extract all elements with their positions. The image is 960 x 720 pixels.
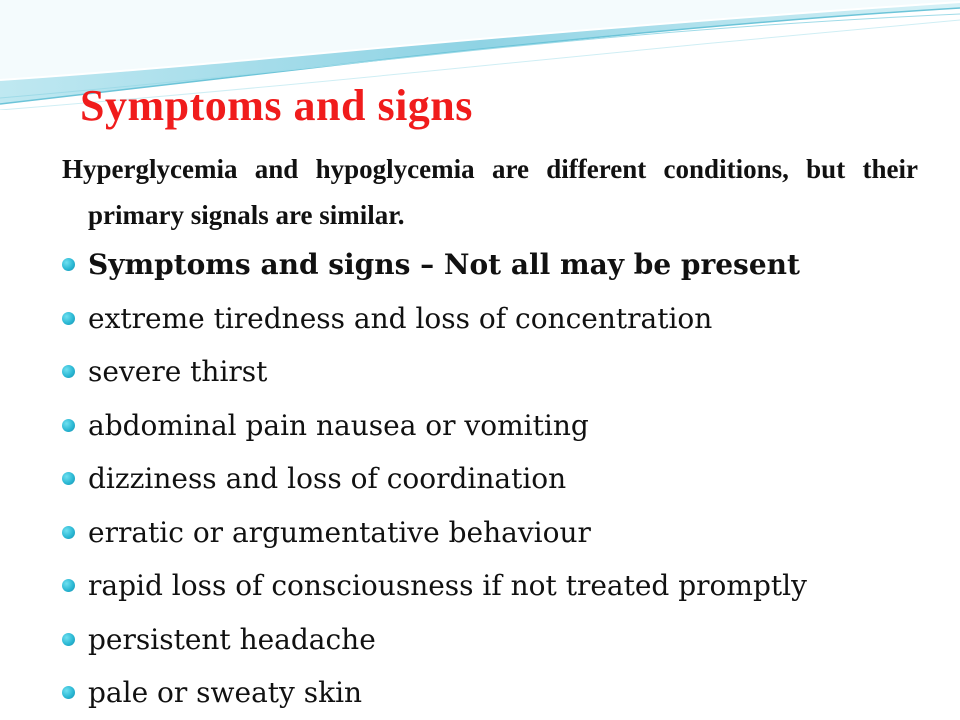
list-item-text: Symptoms and signs – Not all may be present [88, 248, 800, 281]
round-cyan-bullet-icon [62, 365, 75, 378]
list-item-text: extreme tiredness and loss of concentration [88, 301, 713, 335]
round-cyan-bullet-icon [62, 419, 75, 432]
list-item [62, 452, 932, 506]
list-item-text: persistent headache [88, 622, 376, 656]
round-cyan-bullet-icon [62, 579, 75, 592]
list-item-text: rapid loss of consciousness if not treated promptly [88, 569, 807, 602]
round-cyan-bullet-icon [62, 312, 75, 325]
list-item-text: dizziness and loss of coordination [88, 462, 567, 495]
round-cyan-bullet-icon [62, 258, 75, 271]
list-item-text: abdominal pain nausea or vomiting [88, 408, 589, 442]
list-item [62, 559, 932, 613]
round-cyan-bullet-icon [62, 686, 75, 699]
round-cyan-bullet-icon [62, 526, 75, 539]
slide-title: Symptoms and signs [80, 81, 473, 130]
list-item [62, 666, 932, 720]
round-cyan-bullet-icon [62, 633, 75, 646]
list-item [62, 292, 932, 346]
list-item [62, 506, 932, 560]
symptom-list-header [62, 238, 932, 292]
list-item-text: erratic or argumentative behaviour [88, 515, 591, 549]
list-item-text: severe thirst [88, 355, 268, 388]
list-item [62, 345, 932, 399]
list-item [62, 613, 932, 667]
round-cyan-bullet-icon [62, 472, 75, 485]
list-item-text: pale or sweaty skin [88, 676, 363, 709]
symptom-list [62, 238, 932, 720]
list-item [62, 399, 932, 453]
intro-paragraph: Hyperglycemia and hypoglycemia are different conditions, but their primary signals are similar. [62, 154, 918, 230]
